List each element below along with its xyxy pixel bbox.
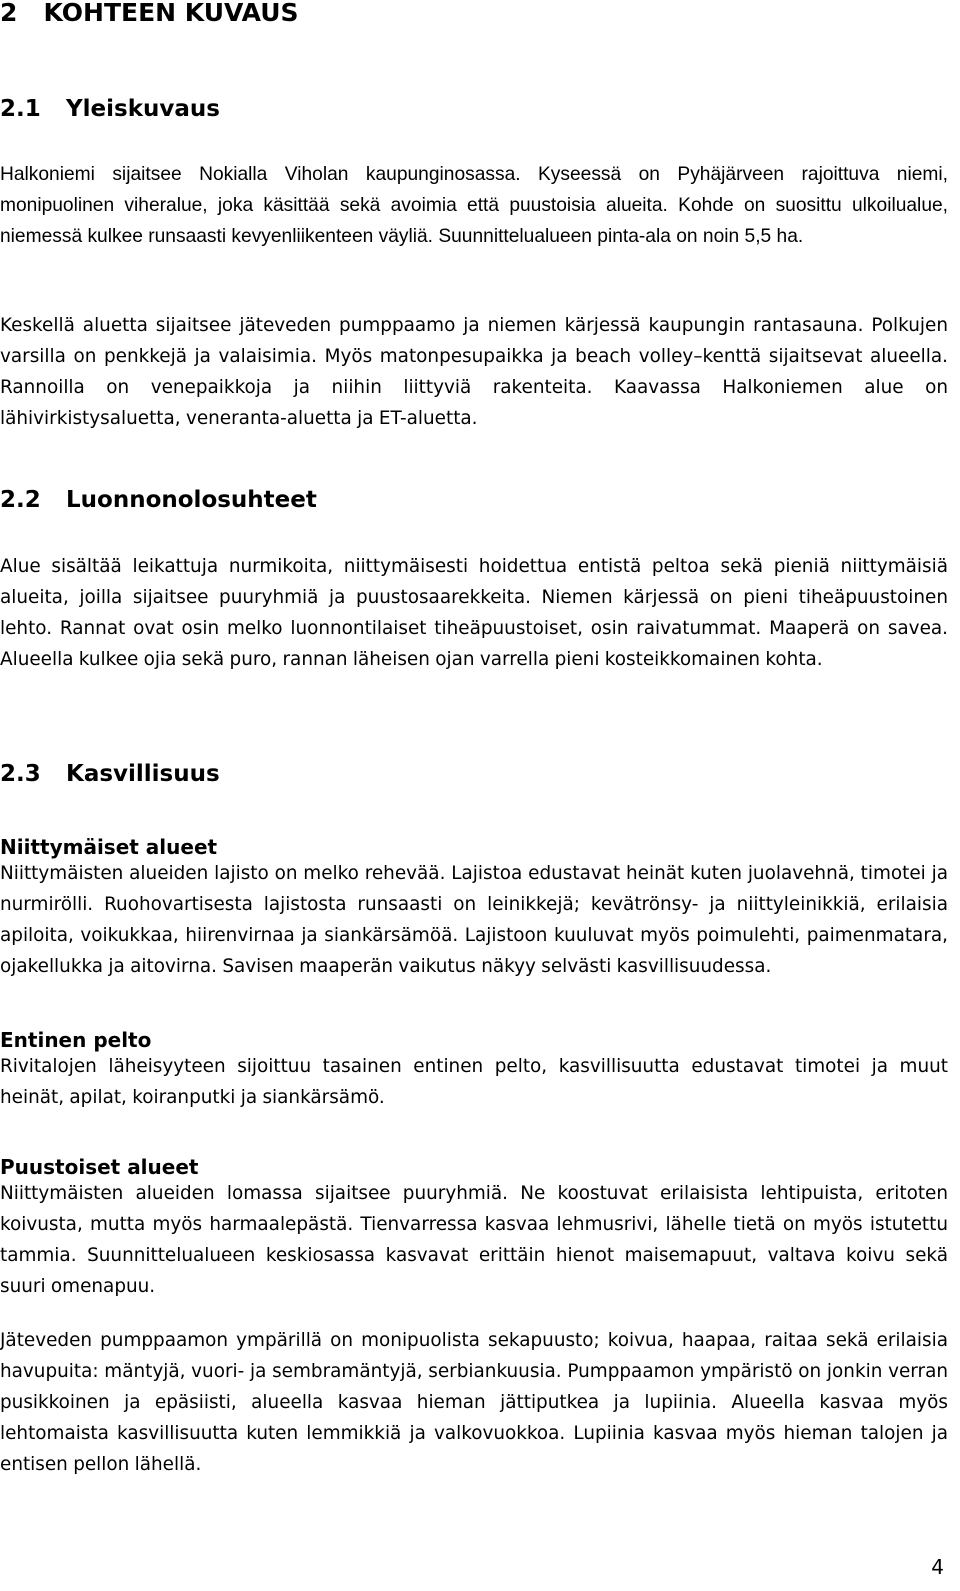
subsection-title: Luonnonolosuhteet [66,487,317,513]
section-title: KOHTEEN KUVAUS [43,0,299,27]
puustoiset-heading: Puustoiset alueet [0,1155,199,1179]
niittymaiset-paragraph: Niittymäisten alueiden lajisto on melko rehevää. Lajistoa edustavat heinät kuten juolavehnä, timotei ja nurmirölli. Ruohovartisesta lajistosta runsaasti on leinikkejä; kevätrönsy- ja niittyleinikkiä, erilaisia apiloita, voikukkaa, hiirenvirnaa ja siankärsämöä. Lajistoon kuuluvat myös poimulehti, paimenmatara, ojakellukka ja aitovirna. Savisen maaperän vaikutus näkyy selvästi kasvillisuudessa. [0,863,948,977]
subsection-heading-luonnonolosuhteet [0,484,317,516]
entinen-pelto-paragraph: Rivitalojen läheisyyteen sijoittuu tasainen entinen pelto, kasvillisuutta edustavat timotei ja muut heinät, apilat, koiranputki ja siankärsämö. [0,1056,948,1108]
subsection-heading-yleiskuvaus [0,93,220,125]
subsection-number: 2.1 [0,96,41,122]
page-number: 4 [931,1555,944,1579]
section-heading [0,0,299,30]
puustoiset-paragraph-2: Jäteveden pumppaamon ympärillä on monipuolista sekapuusto; koivua, haapaa, raitaa sekä erilaisia havupuita: mäntyjä, vuori- ja sembramäntyjä, serbiankuusia. Pumppaamon ympäristö on jonkin verran pusikkoinen ja epäsiisti, alueella kasvaa hieman jättiputkea ja lupiinia. Alueella kasvaa myös lehtomaista kasvillisuutta kuten lemmikkiä ja valkovuokkoa. Lupiinia kasvaa myös hieman talojen ja entisen pellon lähellä. [0,1330,948,1475]
entinen-pelto-heading: Entinen pelto [0,1028,152,1052]
yleiskuvaus-paragraph-1: Halkoniemi sijaitsee Nokialla Viholan kaupunginosassa. Kyseessä on Pyhäjärveen rajoittuva niemi, monipuolinen viheralue, joka käsittää sekä avoimia että puustoisia alueita. Kohde on suosittu ulkoilualue, niemessä kulkee runsaasti kevyenliikenteen väyliä. Suunnittelualueen pinta-ala on noin 5,5 ha. [0,164,948,247]
luonnonolosuhteet-paragraph: Alue sisältää leikattuja nurmikoita, niittymäisesti hoidettua entistä peltoa sekä pieniä niittymäisiä alueita, joilla sijaitsee puuryhmiä ja puustosaarekkeita. Niemen kärjessä on pieni tiheäpuustoinen lehto. Rannat ovat osin melko luonnontilaiset tiheäpuustoiset, osin raivatummat. Maaperä on savea. Alueella kulkee ojia sekä puro, rannan läheisen ojan varrella pieni kosteikkomainen kohta. [0,556,948,670]
subsection-number: 2.2 [0,487,41,513]
subsection-title: Kasvillisuus [66,761,220,787]
subsection-heading-kasvillisuus [0,758,220,790]
subsection-title: Yleiskuvaus [66,96,220,122]
puustoiset-paragraph-1: Niittymäisten alueiden lomassa sijaitsee puuryhmiä. Ne koostuvat erilaisista lehtipuista, eritoten koivusta, mutta myös harmaalepästä. Tienvarressa kasvaa lehmusrivi, lähelle tietä on myös istutettu tammia. Suunnittelualueen keskiosassa kasvavat erittäin hienot maisemapuut, valtava koivu sekä suuri omenapuu. [0,1183,948,1297]
section-number: 2 [0,0,18,27]
niittymaiset-heading: Niittymäiset alueet [0,835,218,859]
yleiskuvaus-paragraph-2: Keskellä aluetta sijaitsee jäteveden pumppaamo ja niemen kärjessä kaupungin rantasauna. Polkujen varsilla on penkkejä ja valaisimia. Myös matonpesupaikka ja beach volley–kenttä sijaitsevat alueella. Rannoilla on venepaikkoja ja niihin liittyviä rakenteita. Kaavassa Halkoniemen alue on lähivirkistysaluetta, veneranta-aluetta ja ET-aluetta. [0,315,948,429]
subsection-number: 2.3 [0,761,41,787]
